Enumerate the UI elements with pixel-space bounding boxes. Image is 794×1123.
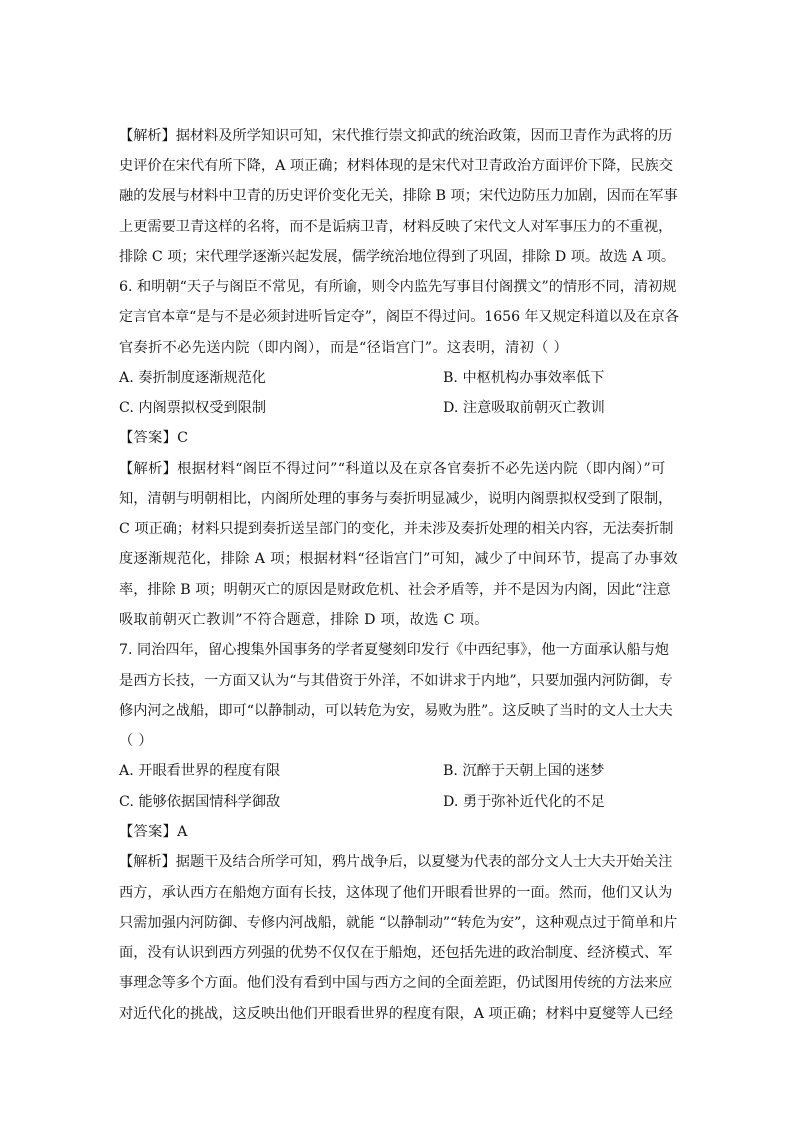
analysis-line: 西方，承认西方在船炮方面有长技，这体现了他们开眼看世界的一面。然而，他们又认为 bbox=[119, 885, 673, 901]
analysis-line: 对近代化的挑战，这反映出他们开眼看世界的程度有限，A 项正确；材料中夏燮等人已经 bbox=[119, 1006, 673, 1022]
analysis-line: 【解析】据材料及所学知识可知，宋代推行崇文抑武的统治政策，因而卫青作为武将的历 bbox=[119, 128, 673, 144]
question-stem-line: （ ） bbox=[119, 733, 153, 749]
question-stem-line: 定言官本章“是与不是必须封进听旨定夺”，阁臣不得过问。1656 年又规定科道以及在京各 bbox=[119, 309, 679, 325]
analysis-line: 史评价在宋代有所下降，A 项正确；材料体现的是宋代对卫青政治方面评价下降，民族交 bbox=[119, 158, 673, 174]
option-b: B. 中枢机构办事效率低下 bbox=[443, 370, 605, 386]
answer-line: 【答案】C bbox=[119, 430, 189, 446]
analysis-line: 吸取前朝灭亡教训”不符合题意，排除 D 项，故选 C 项。 bbox=[119, 612, 489, 628]
question-stem-line: 官奏折不必先送内院（即内阁），而是“径诣宫门”。这表明，清初（ ） bbox=[119, 340, 569, 356]
analysis-line: 面，没有认识到西方列强的优势不仅仅在于船炮，还包括先进的政治制度、经济模式、军 bbox=[119, 945, 673, 961]
option-d: D. 勇于弥补近代化的不足 bbox=[443, 794, 605, 810]
analysis-line: 融的发展与材料中卫青的历史评价变化无关，排除 B 项；宋代边防压力加剧，因而在军事 bbox=[119, 188, 678, 204]
option-b: B. 沉醉于天朝上国的迷梦 bbox=[443, 763, 605, 779]
analysis-line: C 项正确；材料只提到奏折送呈部门的变化，并未涉及奏折处理的相关内容，无法奏折制 bbox=[119, 521, 674, 537]
option-a: A. 开眼看世界的程度有限 bbox=[119, 763, 281, 779]
analysis-line: 只需加强内河防御、专修内河战船，就能 “以静制动”“转危为安”，这种观点过于简单和片 bbox=[119, 915, 678, 931]
option-d: D. 注意吸取前朝灭亡教训 bbox=[443, 400, 605, 416]
analysis-line: 率，排除 B 项；明朝灭亡的原因是财政危机、社会矛盾等，并不是因为内阁，因此“注意 bbox=[119, 582, 671, 598]
question-stem-line: 7. 同治四年，留心搜集外国事务的学者夏燮刻印发行《中西纪事》，他一方面承认船与炮 bbox=[119, 642, 670, 658]
analysis-line: 事理念等多个方面。他们没有看到中国与西方之间的全面差距，仍试图用传统的方法来应 bbox=[119, 975, 673, 991]
analysis-line: 排除 C 项；宋代理学逐渐兴起发展，儒学统治地位得到了巩固，排除 D 项。故选 A 项。 bbox=[119, 249, 676, 265]
analysis-line: 【解析】据题干及结合所学可知，鸦片战争后，以夏燮为代表的部分文人士大夫开始关注 bbox=[119, 854, 673, 870]
question-stem-line: 是西方长技，一方面又认为“与其借资于外洋，不如讲求于内地”，只要加强内河防御，专 bbox=[119, 673, 673, 689]
option-a: A. 奏折制度逐渐规范化 bbox=[119, 370, 266, 386]
question-stem-line: 修内河之战船，即可“以静制动，可以转危为安，易败为胜”。这反映了当时的文人士大夫 bbox=[119, 703, 673, 719]
analysis-line: 上更需要卫青这样的名将，而不是诟病卫青，材料反映了宋代文人对军事压力的不重视， bbox=[119, 219, 673, 235]
option-c: C. 能够依据国情科学御敌 bbox=[119, 794, 281, 810]
answer-line: 【答案】A bbox=[119, 824, 188, 840]
analysis-line: 【解析】根据材料“阁臣不得过问”“科道以及在京各官奏折不必先送内院（即内阁）”可 bbox=[119, 461, 666, 477]
question-stem-line: 6. 和明朝“天子与阁臣不常见，有所谕，则令内监先写事目付阁撰文”的情形不同，清初规 bbox=[119, 279, 677, 295]
analysis-line: 度逐渐规范化，排除 A 项；根据材料“径诣宫门”可知，减少了中间环节，提高了办事效 bbox=[119, 551, 678, 567]
analysis-line: 知，清朝与明朝相比，内阁所处理的事务与奏折明显减少，说明内阁票拟权受到了限制， bbox=[119, 491, 673, 507]
option-c: C. 内阁票拟权受到限制 bbox=[119, 400, 267, 416]
